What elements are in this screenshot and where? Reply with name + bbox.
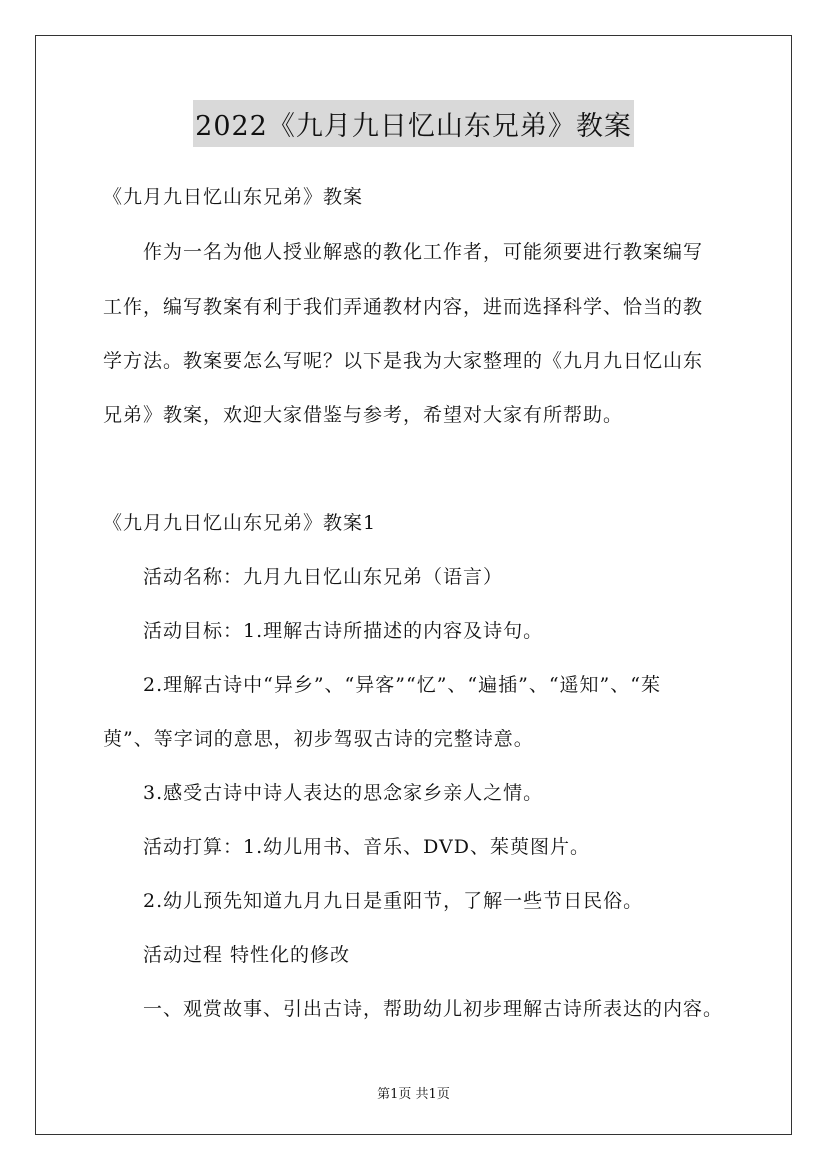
step-1: 一、观赏故事、引出古诗，帮助幼儿初步理解古诗所表达的内容。 [143,998,724,1020]
activity-name: 活动名称：九月九日忆山东兄弟（语言） [143,566,504,588]
title-text: 2022《九月九日忆山东兄弟》教案 [193,100,634,147]
intro-line-4: 兄弟》教案，欢迎大家借鉴与参考，希望对大家有所帮助。 [103,404,624,426]
intro-line-1: 作为一名为他人授业解惑的教化工作者，可能须要进行教案编写 [143,241,704,263]
subtitle: 《九月九日忆山东兄弟》教案 [103,186,364,208]
document-title [0,100,827,147]
intro-line-3: 学方法。教案要怎么写呢？以下是我为大家整理的《九月九日忆山东 [103,350,704,372]
activity-goal-2: 2.理解古诗中“异乡”、“异客”“忆”、“遍插”、“遥知”、“茱 [143,674,661,696]
intro-line-2: 工作，编写教案有利于我们弄通教材内容，进而选择科学、恰当的教 [103,296,704,318]
activity-prep-1: 活动打算：1.幼儿用书、音乐、DVD、茱萸图片。 [143,836,590,858]
activity-prep-2: 2.幼儿预先知道九月九日是重阳节，了解一些节日民俗。 [143,890,644,912]
activity-goal-1: 活动目标：1.理解古诗所描述的内容及诗句。 [143,620,544,642]
activity-goal-3: 3.感受古诗中诗人表达的思念家乡亲人之情。 [143,782,544,804]
section-title: 《九月九日忆山东兄弟》教案1 [103,512,377,534]
activity-process: 活动过程 特性化的修改 [143,944,351,966]
page-footer: 第1页 共1页 [377,1087,450,1102]
activity-goal-2-cont: 萸”、等字词的意思，初步驾驭古诗的完整诗意。 [103,728,534,750]
